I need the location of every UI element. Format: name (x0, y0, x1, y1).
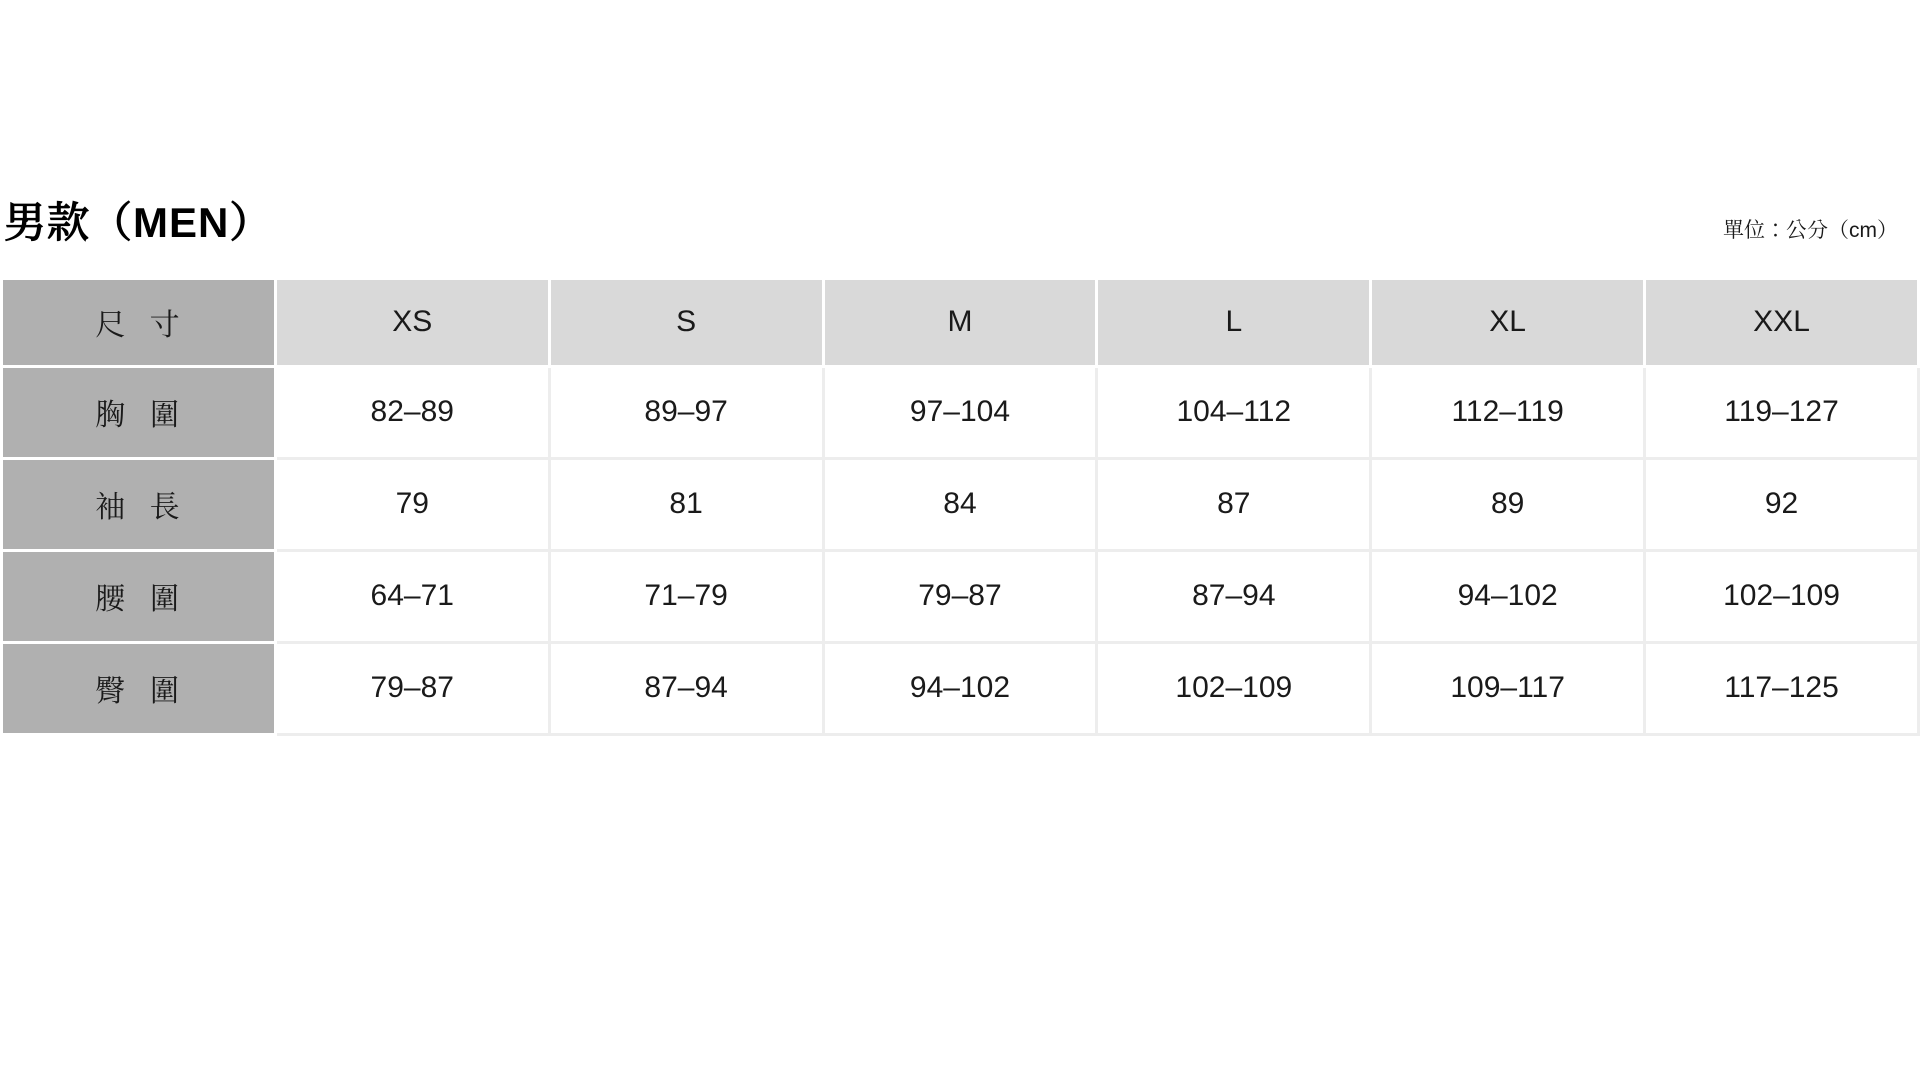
data-cell: 104–112 (1097, 366, 1371, 458)
table-row (2, 642, 1919, 734)
data-cell: 79 (275, 458, 549, 550)
data-cell: 79–87 (275, 642, 549, 734)
size-header-xxl: XXL (1645, 278, 1919, 366)
table-row (2, 458, 1919, 550)
data-cell: 97–104 (823, 366, 1097, 458)
table-body (2, 366, 1919, 734)
data-cell: 71–79 (549, 550, 823, 642)
corner-header-cell: 尺 寸 (2, 278, 276, 366)
data-cell: 84 (823, 458, 1097, 550)
data-cell: 87–94 (1097, 550, 1371, 642)
data-cell: 89–97 (549, 366, 823, 458)
data-cell: 81 (549, 458, 823, 550)
size-chart-table (0, 277, 1920, 736)
size-header-l: L (1097, 278, 1371, 366)
table-row (2, 366, 1919, 458)
data-cell: 64–71 (275, 550, 549, 642)
data-cell: 87–94 (549, 642, 823, 734)
size-header-xs: XS (275, 278, 549, 366)
row-label-cell: 袖 長 (2, 458, 276, 550)
row-label-cell: 腰 圍 (2, 550, 276, 642)
data-cell: 102–109 (1645, 550, 1919, 642)
page-title: 男款（MEN） (4, 199, 273, 246)
data-cell: 87 (1097, 458, 1371, 550)
row-label-cell: 臀 圍 (2, 642, 276, 734)
table-header-row (2, 278, 1919, 366)
unit-note: 單位：公分（cm） (1723, 219, 1898, 242)
data-cell: 92 (1645, 458, 1919, 550)
table-head (2, 278, 1919, 366)
data-cell: 102–109 (1097, 642, 1371, 734)
page-header (0, 0, 1920, 251)
table-row (2, 550, 1919, 642)
data-cell: 112–119 (1371, 366, 1645, 458)
data-cell: 109–117 (1371, 642, 1645, 734)
data-cell: 94–102 (1371, 550, 1645, 642)
data-cell: 119–127 (1645, 366, 1919, 458)
size-header-m: M (823, 278, 1097, 366)
row-label-cell: 胸 圍 (2, 366, 276, 458)
data-cell: 79–87 (823, 550, 1097, 642)
data-cell: 82–89 (275, 366, 549, 458)
data-cell: 117–125 (1645, 642, 1919, 734)
size-header-xl: XL (1371, 278, 1645, 366)
data-cell: 89 (1371, 458, 1645, 550)
size-header-s: S (549, 278, 823, 366)
data-cell: 94–102 (823, 642, 1097, 734)
